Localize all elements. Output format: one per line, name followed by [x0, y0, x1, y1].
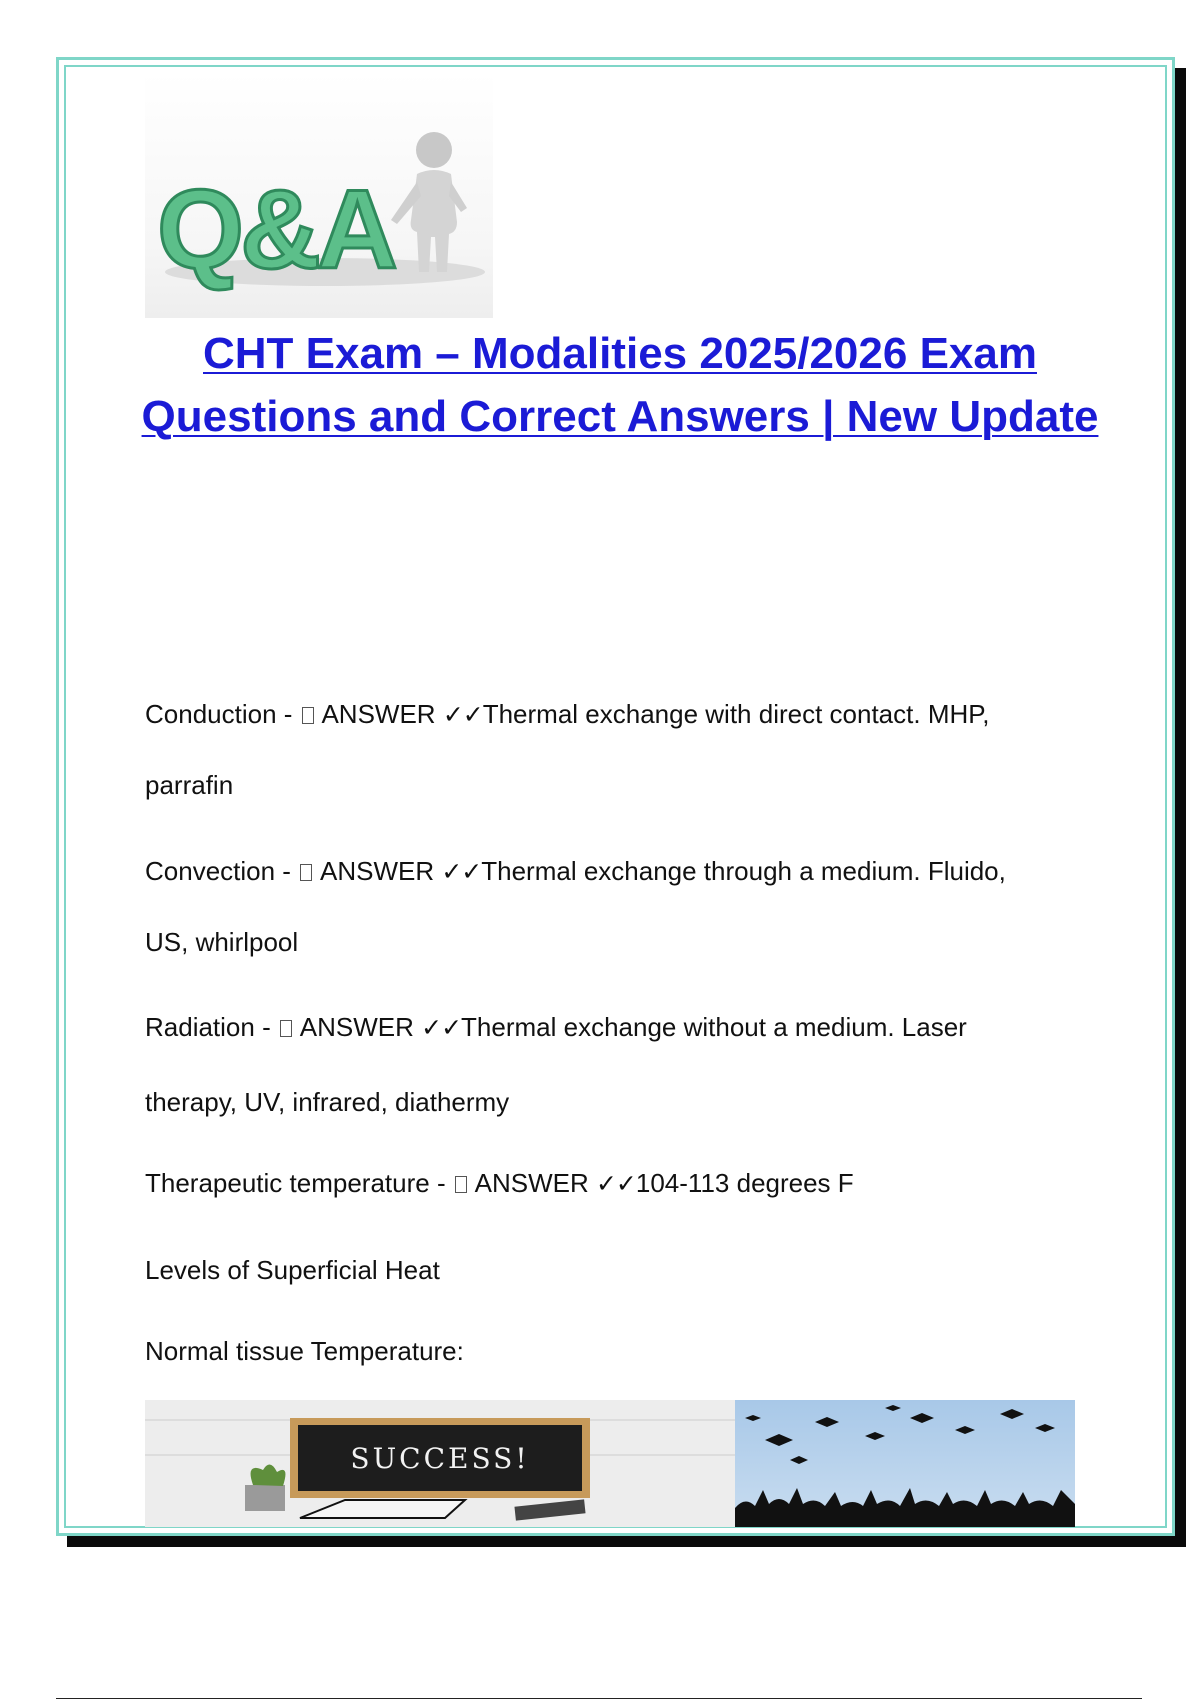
answer-text: Thermal exchange through a medium. Fluido, [481, 856, 1006, 886]
answer-text-continued: therapy, UV, infrared, diathermy [145, 1087, 510, 1117]
answer-label: ANSWER [319, 856, 435, 886]
double-check-icon: ✓✓ [442, 700, 483, 729]
answer-text-continued: parrafin [145, 770, 234, 800]
missing-glyph-icon [302, 707, 314, 724]
answer-text: Thermal exchange with direct contact. MHP, [482, 699, 990, 729]
success-chalkboard-image [145, 1400, 735, 1527]
qa-item-therapeutic-temperature: Therapeutic temperature - ANSWER ✓✓104-113 degrees F [145, 1168, 854, 1198]
answer-label: ANSWER [474, 1168, 589, 1198]
answer-label: ANSWER [321, 699, 436, 729]
missing-glyph-icon [300, 864, 312, 881]
missing-glyph-icon [280, 1020, 292, 1037]
missing-glyph-icon [455, 1176, 467, 1193]
answer-text: Thermal exchange without a medium. Laser [461, 1012, 967, 1042]
qa-item-convection: Convection - ANSWER ✓✓Thermal exchange through a medium. Fluido, US, whirlpool [145, 856, 1105, 957]
footer-rule [56, 1698, 1142, 1699]
page-title[interactable]: CHT Exam – Modalities 2025/2026 Exam Questions and Correct Answers | New Update [141, 329, 1099, 441]
chalkboard-text: SUCCESS! [350, 1442, 530, 1475]
graduation-caps-image [735, 1400, 1075, 1527]
answer-text: 104-113 degrees F [635, 1168, 854, 1198]
logo-text: Q&A [157, 167, 394, 292]
double-check-icon: ✓✓ [595, 1169, 636, 1198]
question-text: Radiation [145, 1012, 255, 1042]
double-check-icon: ✓✓ [421, 1013, 462, 1042]
question-text: Convection [145, 856, 276, 886]
qa-item-conduction: Conduction - ANSWER ✓✓Thermal exchange with direct contact. MHP, parrafin [145, 699, 1105, 800]
qa-item-radiation: Radiation - ANSWER ✓✓Thermal exchange without a medium. Laser therapy, UV, infrared, diathermy [145, 1012, 1105, 1117]
answer-label: ANSWER [299, 1012, 414, 1042]
question-text: Therapeutic temperature [145, 1168, 430, 1198]
heading-levels-superficial-heat: Levels of Superficial Heat [145, 1255, 440, 1285]
heading-normal-tissue-temperature: Normal tissue Temperature: [145, 1336, 464, 1366]
qa-figure-logo-icon [145, 72, 493, 318]
double-check-icon: ✓✓ [441, 857, 482, 886]
answer-text-continued: US, whirlpool [145, 927, 299, 957]
question-text: Conduction [145, 699, 277, 729]
qa-logo-image [145, 72, 493, 318]
